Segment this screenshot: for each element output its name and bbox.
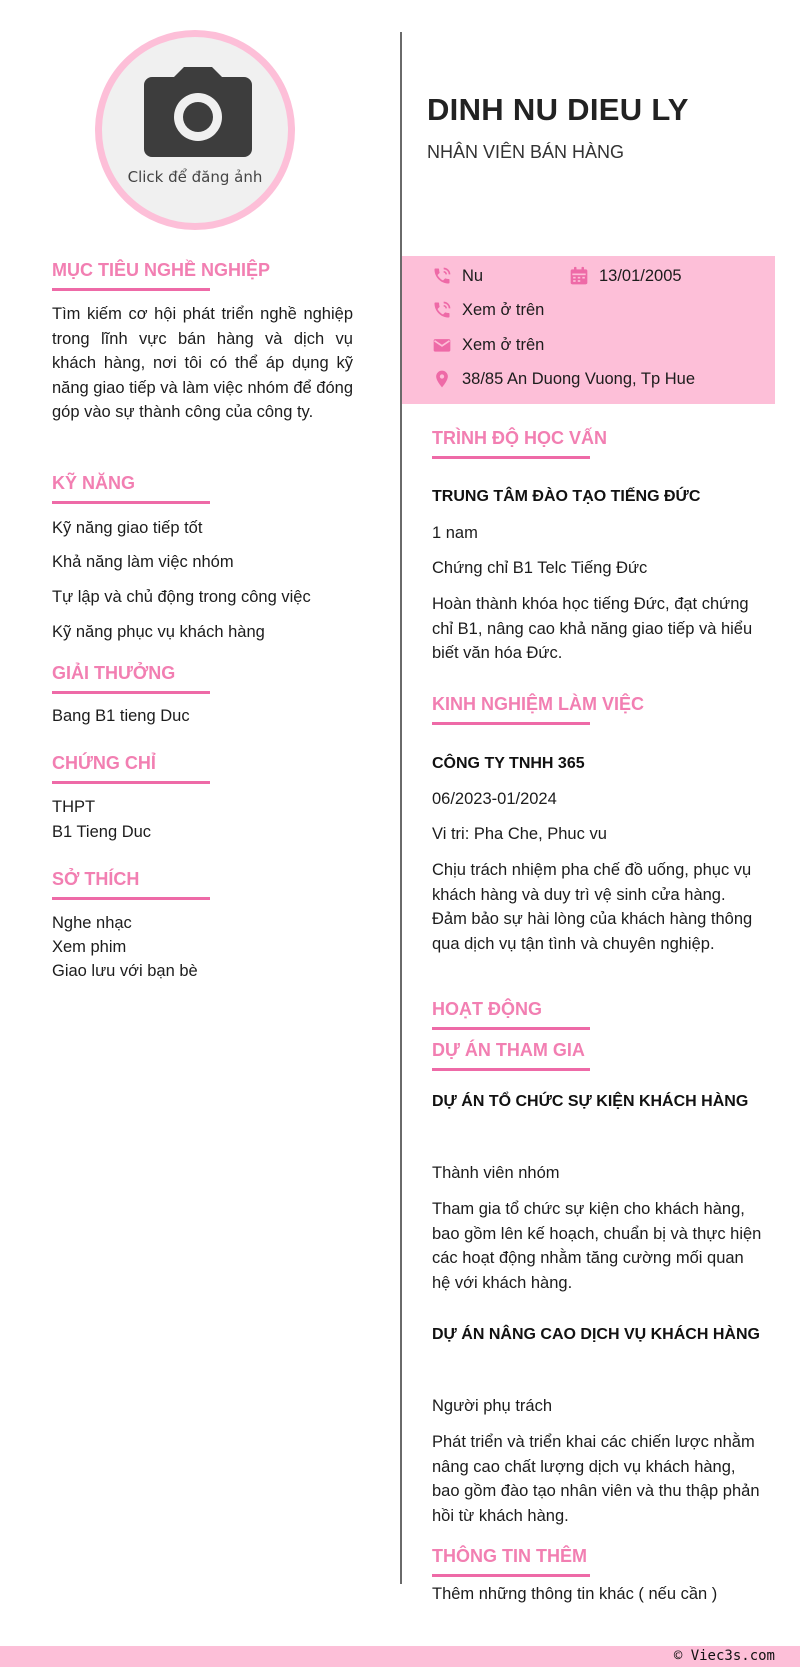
award-item: Bang B1 tieng Duc: [52, 707, 190, 725]
projects-title: DỰ ÁN THAM GIA: [432, 1040, 585, 1060]
skill-item: Khả năng làm việc nhóm: [52, 553, 234, 571]
envelope-icon: [432, 335, 452, 355]
education-description: Hoàn thành khóa học tiếng Đức, đạt chứng chỉ B1, nâng cao khả năng giao tiếp và hiểu biết văn hóa Đức.: [432, 595, 753, 662]
certificate-item: THPT: [52, 798, 96, 816]
email-value: Xem ở trên: [462, 335, 545, 354]
education-title: TRÌNH ĐỘ HỌC VẤN: [432, 428, 607, 448]
education-major: Chứng chỉ B1 Telc Tiếng Đức: [432, 559, 648, 577]
gender-value: Nu: [462, 266, 484, 285]
skill-item: Kỹ năng phục vụ khách hàng: [52, 623, 265, 641]
hobby-item: Giao lưu với bạn bè: [52, 962, 198, 980]
hobbies-title: SỞ THÍCH: [52, 869, 140, 889]
hobby-item: Xem phim: [52, 938, 127, 956]
contact-email: [432, 335, 544, 355]
skills-title: KỸ NĂNG: [52, 473, 136, 493]
candidate-role: NHÂN VIÊN BÁN HÀNG: [427, 142, 625, 162]
camera-icon: [144, 65, 252, 157]
project-role: Thành viên nhóm: [432, 1164, 560, 1182]
address-value: 38/85 An Duong Vuong, Tp Hue: [462, 369, 696, 388]
dob-value: 13/01/2005: [599, 266, 682, 285]
contact-gender: [432, 266, 483, 286]
experience-position: Vi tri: Pha Che, Phuc vu: [432, 825, 607, 843]
experience-title: KINH NGHIỆM LÀM VIỆC: [432, 694, 645, 714]
certificate-item: B1 Tieng Duc: [52, 823, 152, 841]
footer-bar: [0, 1646, 800, 1667]
skill-item: Tự lập và chủ động trong công việc: [52, 588, 311, 606]
education-duration: 1 nam: [432, 524, 478, 542]
skill-item: Kỹ năng giao tiếp tốt: [52, 519, 203, 537]
avatar-upload[interactable]: [95, 30, 295, 230]
extra-title: THÔNG TIN THÊM: [432, 1546, 587, 1566]
phone-value: Xem ở trên: [462, 300, 545, 319]
photo-caption: Click để đăng ảnh: [127, 168, 263, 186]
extra-text: Thêm những thông tin khác ( nếu cần ): [432, 1585, 718, 1603]
objective-title: MỤC TIÊU NGHỀ NGHIỆP: [52, 260, 271, 280]
awards-title: GIẢI THƯỞNG: [52, 663, 176, 683]
contact-dob: [569, 266, 682, 286]
certificates-title: CHỨNG CHỈ: [52, 753, 156, 773]
contact-phone: [432, 300, 544, 320]
project-name: DỰ ÁN NÂNG CAO DỊCH VỤ KHÁCH HÀNG: [432, 1326, 760, 1343]
location-pin-icon: [432, 369, 452, 389]
project-description: Phát triển và triển khai các chiến lược nhằm nâng cao chất lượng dịch vụ khách hàng, bao gồm đào tạo nhân viên và thu thập phản hồi từ khách hàng.: [432, 1433, 760, 1525]
footer-copyright: © Viec3s.com: [673, 1648, 775, 1664]
activities-title: HOẠT ĐỘNG: [432, 999, 542, 1019]
hobby-item: Nghe nhạc: [52, 914, 132, 932]
objective-text: Tìm kiếm cơ hội phát triển nghề nghiệp trong lĩnh vực bán hàng và dịch vụ khách hàng, nơi tôi có thể áp dụng kỹ năng giao tiếp và làm việc nhóm để đóng góp vào sự thành công của công ty.: [52, 305, 353, 421]
project-name: DỰ ÁN TỔ CHỨC SỰ KIỆN KHÁCH HÀNG: [432, 1093, 749, 1110]
project-description: Tham gia tổ chức sự kiện cho khách hàng, bao gồm lên kế hoạch, chuẩn bị và thực hiện các hoạt động nhằm tăng cường mối quan hệ với khách hàng.: [432, 1200, 762, 1292]
experience-company: CÔNG TY TNHH 365: [432, 755, 585, 772]
contact-address: [432, 369, 695, 389]
education-school: TRUNG TÂM ĐÀO TẠO TIẾNG ĐỨC: [432, 488, 701, 505]
experience-period: 06/2023-01/2024: [432, 790, 557, 808]
phone-icon: [432, 266, 452, 286]
project-role: Người phụ trách: [432, 1397, 553, 1415]
calendar-icon: [569, 266, 589, 286]
experience-description: Chịu trách nhiệm pha chế đồ uống, phục vụ khách hàng và duy trì vệ sinh cửa hàng. Đảm bảo sự hài lòng của khách hàng thông qua dịch vụ tận tình và chuyên nghiệp.: [432, 861, 753, 953]
phone-icon: [432, 300, 452, 320]
candidate-name: DINH NU DIEU LY: [427, 92, 689, 127]
